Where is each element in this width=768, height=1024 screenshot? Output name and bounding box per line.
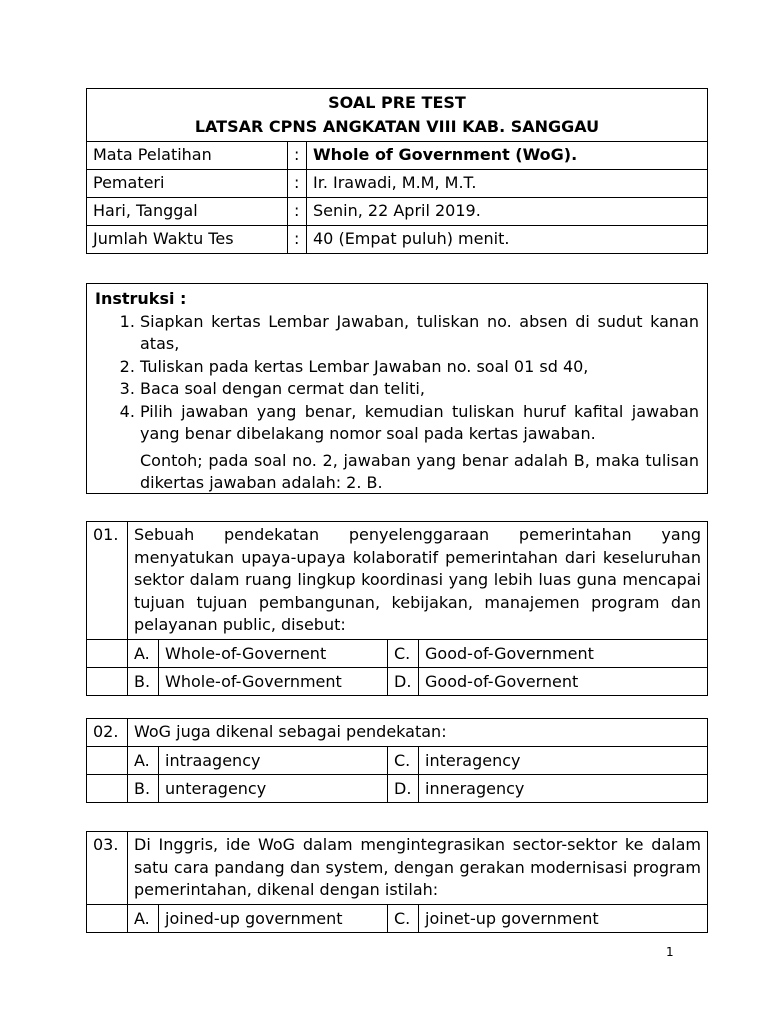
label-pemateri: Pemateri bbox=[87, 170, 288, 198]
option-text: Good-of-Government bbox=[419, 639, 708, 667]
separator: : bbox=[288, 142, 307, 170]
value-jumlah-waktu: 40 (Empat puluh) menit. bbox=[307, 226, 708, 254]
instructions-box bbox=[86, 283, 708, 494]
separator: : bbox=[288, 170, 307, 198]
option-text: Whole-of-Government bbox=[159, 667, 388, 695]
header-row-presenter bbox=[87, 170, 708, 198]
label-hari-tanggal: Hari, Tanggal bbox=[87, 198, 288, 226]
option-text: joinet-up government bbox=[419, 904, 708, 932]
page-number: 1 bbox=[666, 945, 674, 959]
header-row-duration bbox=[87, 226, 708, 254]
option-text: intraagency bbox=[159, 746, 388, 774]
option-letter: D. bbox=[388, 774, 419, 802]
option-text: interagency bbox=[419, 746, 708, 774]
document-title bbox=[87, 89, 708, 142]
option-text: Good-of-Governent bbox=[419, 667, 708, 695]
option-letter: D. bbox=[388, 667, 419, 695]
option-letter: B. bbox=[128, 774, 159, 802]
option-text: Whole-of-Governent bbox=[159, 639, 388, 667]
question-01 bbox=[86, 521, 708, 696]
title-line-2: LATSAR CPNS ANGKATAN VIII KAB. SANGGAU bbox=[194, 117, 600, 136]
option-letter: C. bbox=[388, 904, 419, 932]
instructions-list bbox=[95, 311, 699, 446]
question-02 bbox=[86, 718, 708, 803]
instruction-example: Contoh; pada soal no. 2, jawaban yang benar adalah B, maka tulisan dikertas jawaban adalah: 2. B. bbox=[140, 450, 699, 492]
option-text: unteragency bbox=[159, 774, 388, 802]
option-letter: A. bbox=[128, 904, 159, 932]
header-row-date bbox=[87, 198, 708, 226]
value-hari-tanggal: Senin, 22 April 2019. bbox=[307, 198, 708, 226]
question-stem: Sebuah pendekatan penyelenggaraan pemerintahan yang menyatukan upaya-upaya kolaboratif pemerintahan dari keseluruhan sektor dalam ruang lingkup koordinasi yang lebih luas guna mencapai tujuan tujuan pembangunan, kebijakan, manajemen program dan pelayanan public, disebut: bbox=[128, 522, 708, 640]
value-mata-pelatihan: Whole of Government (WoG). bbox=[307, 142, 708, 170]
question-number: 03. bbox=[87, 832, 128, 905]
question-03 bbox=[86, 831, 708, 933]
question-number: 01. bbox=[87, 522, 128, 640]
question-stem: Di Inggris, ide WoG dalam mengintegrasikan sector-sektor ke dalam satu cara pandang dan system, dengan gerakan modernisasi program pemerintahan, dikenal dengan istilah: bbox=[128, 832, 708, 905]
value-pemateri: Ir. Irawadi, M.M, M.T. bbox=[307, 170, 708, 198]
separator: : bbox=[288, 198, 307, 226]
question-number: 02. bbox=[87, 719, 128, 747]
instruction-item: 2. Tuliskan pada kertas Lembar Jawaban no. soal 01 sd 40, bbox=[140, 356, 699, 379]
instruction-item: 4. Pilih jawaban yang benar, kemudian tuliskan huruf kafital jawaban yang benar dibelakang nomor soal pada kertas jawaban. bbox=[140, 401, 699, 446]
instruction-item: 3. Baca soal dengan cermat dan teliti, bbox=[140, 378, 699, 401]
header-row-subject bbox=[87, 142, 708, 170]
option-text: joined-up government bbox=[159, 904, 388, 932]
instructions-heading: Instruksi : bbox=[95, 289, 187, 308]
option-letter: A. bbox=[128, 639, 159, 667]
header-table bbox=[86, 88, 708, 254]
title-line-1: SOAL PRE TEST bbox=[328, 93, 466, 112]
separator: : bbox=[288, 226, 307, 254]
option-letter: B. bbox=[128, 667, 159, 695]
label-mata-pelatihan: Mata Pelatihan bbox=[87, 142, 288, 170]
option-letter: A. bbox=[128, 746, 159, 774]
option-text: inneragency bbox=[419, 774, 708, 802]
instruction-item: 1. Siapkan kertas Lembar Jawaban, tuliskan no. absen di sudut kanan atas, bbox=[140, 311, 699, 356]
option-letter: C. bbox=[388, 639, 419, 667]
option-letter: C. bbox=[388, 746, 419, 774]
question-stem: WoG juga dikenal sebagai pendekatan: bbox=[128, 719, 708, 747]
label-jumlah-waktu: Jumlah Waktu Tes bbox=[87, 226, 288, 254]
